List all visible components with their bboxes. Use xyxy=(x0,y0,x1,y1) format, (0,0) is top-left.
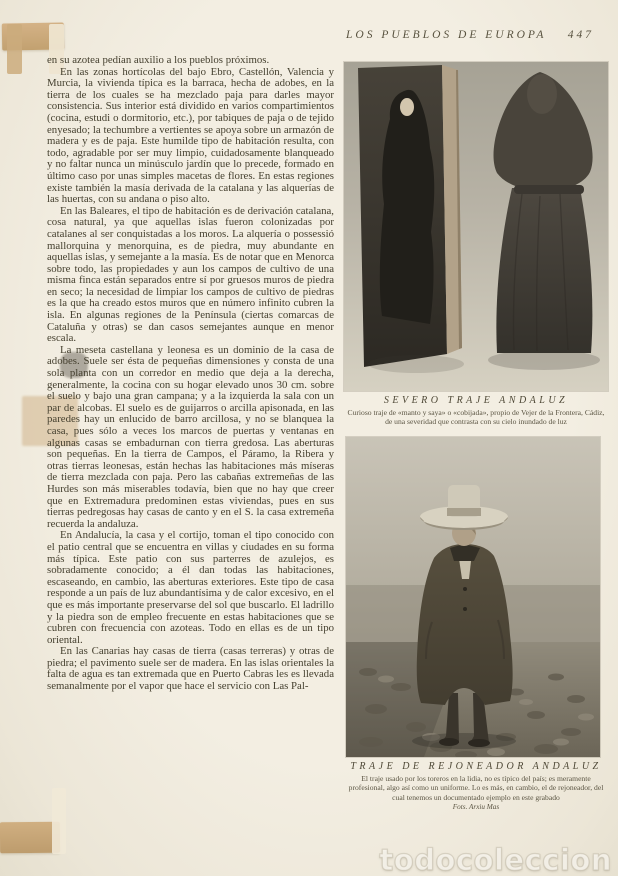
figure2-caption: El traje usado por los toreros en la lidia, no es típico del país; es meramente profesional, algo así como un uniforme. Lo es más, en cambio, el de rejoneador, del cual tenemos un documentado ejemplo en este grabado xyxy=(348,774,604,802)
book-title: LOS PUEBLOS DE EUROPA xyxy=(346,29,547,41)
article-text-column xyxy=(47,55,334,693)
tape-residue-bottom-left xyxy=(52,788,66,854)
figure1-caption: Curioso traje de «manto y saya» o «cobijada», propio de Vejer de la Frontera, Cádiz, de una severidad que contrasta con su cielo inundado de luz xyxy=(347,408,605,427)
paragraph: En Andalucía, la casa y el cortijo, toman el tipo conocido con el patio central que se encuentra en villas y ciudades en su forma más típica. Este patio con sus parterres de azulejos, es sobradamente conocido; a él dan todas las habitaciones, escaseando, en cambio, las aberturas exteriores. Este tipo de casa responde a un país de luz abundantísima y de calor excesivo, en el que es más importante preservarse del sol que buscarlo. El ladrillo y la piedra son de empleo frecuente en estas habitaciones que se cubren con frecuencia con azoteas. Todo en ellas es de un tipo oriental. xyxy=(47,529,334,646)
photo-cobijadas xyxy=(344,62,608,391)
photo-credit: Fots. Arxiu Mas xyxy=(452,803,500,812)
page-number: 447 xyxy=(567,29,594,41)
photo-rejoneador xyxy=(346,437,600,757)
figure-rejoneador xyxy=(344,437,608,811)
paragraph: La meseta castellana y leonesa es un dominio de la casa de adobes. Suele ser ésta de pequeñas dimensiones y consta de una sola planta con un corredor en medio que deja a la derecha, generalmente, la cocina con su hogar elevado unos 30 cm. sobre el suelo y bajo una gran campana; y a la izquierda la sala con un par de alcobas. El suelo es de guijarros o arcilla apisonada, en las paredes hay un enlucido de barro arcillosa, y no se blanquea la casa, pues sólo a veces los marcos de puertas y ventanas en algunas casas se embadurnan con tierra gredosa. Las aberturas son pequeñas. En la tierra de Campos, el Páramo, la Ribera y otras tierras leonesas, están hechas las habitaciones más míseras de tierra mezclada con paja. Pero las cabañas extremeñas de las Hurdes son más miserables todavía, bien que no hay que creer que en Extremadura predominen estas viviendas, pues en sus tierras pedregosas hay casas de canto y en el S. la casa extremeña recuerda la andaluza. xyxy=(47,343,334,530)
paragraph: En las Baleares, el tipo de habitación es de derivación catalana, cosa natural, ya que aquellas islas fueron colonizadas por catalanes al ser conquistadas a los moros. La alquería o possessió mallorquina y menorquina, es de piedra, muy abundante en aquellas islas, y semejante a la masía. Es de notar que en Menorca sobre todo, las propiedades y aun los campos de cultivo de una misma finca están separados entre sí por gruesos muros de piedra en seco; la necesidad de limpiar los campos de cultivo de piedras es la que ha creado estos muros que en número infinito cubren la isla. En algunas regiones de la Península (ciertas comarcas de Cataluña y otras) se dan casos semejantes aunque en menor escala. xyxy=(47,204,334,345)
right-figure-skirt xyxy=(496,188,592,353)
left-figure-face xyxy=(400,98,414,116)
figure1-title: SEVERO TRAJE ANDALUZ xyxy=(383,395,569,406)
figure2-title: TRAJE DE REJONEADOR ANDALUZ xyxy=(350,761,602,772)
paragraph: En las Canarias hay casas de tierra (casas terreras) y otras de piedra; el pavimento suele ser de madera. En las islas orientales la falta de agua es tan extremada que en Puerto Cabras les es llevada semanalmente por el vapor que hace el servicio con Las Pal- xyxy=(47,645,334,693)
running-header xyxy=(346,29,594,41)
figure-shadow xyxy=(412,733,516,749)
todocoleccion-watermark: todocoleccion xyxy=(379,843,612,876)
paragraph: En las zonas hortícolas del bajo Ebro, Castellón, Valencia y Murcia, la vivienda típica es la barraca, hecha de adobes, en la tierra de los cuales se ha mezclado paja para darles mayor consistencia. Sus interior está dividido en varios compartimientos (cocina, estudi o dormitorio, etc.), por tabiques de paja o de tejido enyesado; la techumbre a vertientes se apoya sobre un armazón de madera y es de paja. Este humilde tipo de habitación resulta, con todo, agradable por ser muy limpio, cuidadosamente blanqueado y no faltar nunca un minúsculo jardín que lo precede, formado en último caso por unas simples macetas de flores. En estas regiones existe también la masía derivada de la catalana y las alquerías de las huertas, con su andana o piso alto. xyxy=(47,65,334,206)
tape-mark-top-left-strip xyxy=(7,24,22,74)
hat-band xyxy=(447,508,481,516)
paragraph: en su azotea pedían auxilio a los pueblos próximos. xyxy=(47,54,270,66)
figure-severo-traje xyxy=(344,62,608,427)
